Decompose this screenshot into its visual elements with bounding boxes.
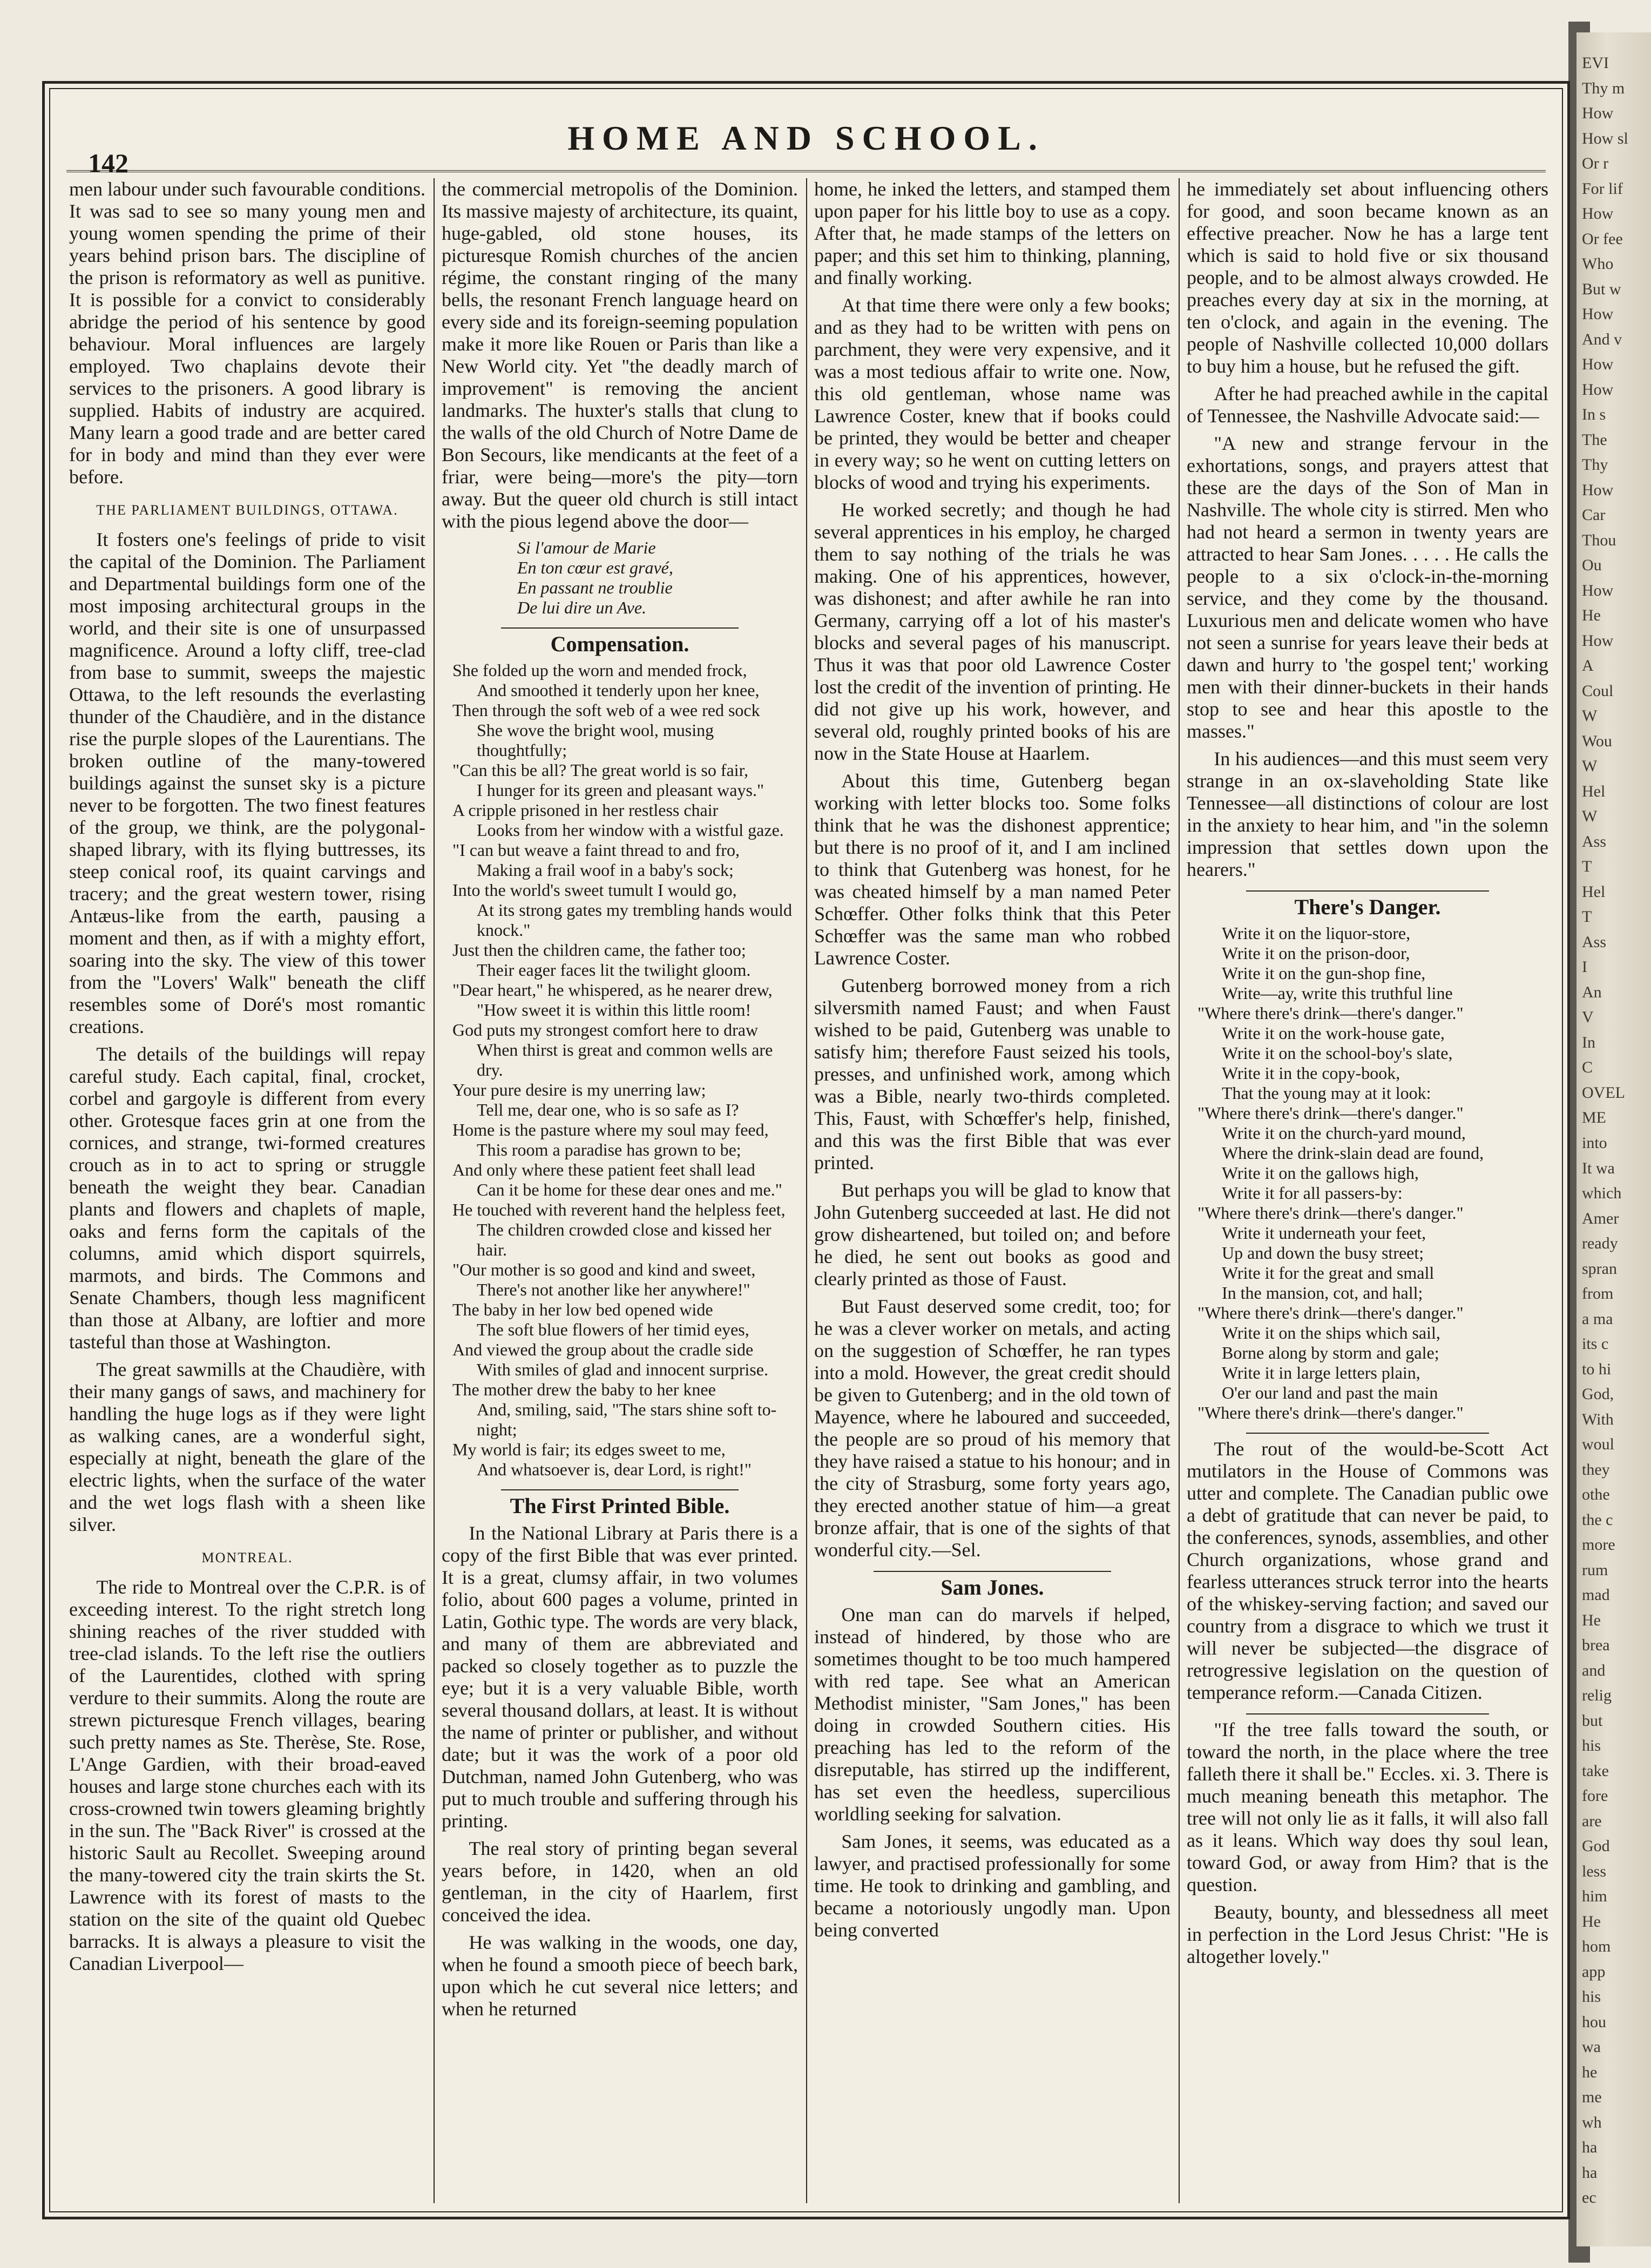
- column-rule: [434, 178, 435, 2203]
- adjacent-page-fragment: [1576, 32, 1651, 2246]
- fragment-text: Wou: [1582, 732, 1612, 750]
- verse-line: Making a frail woof in a baby's sock;: [477, 860, 734, 880]
- fragment-text: brea: [1582, 1636, 1610, 1655]
- verse-line: The mother drew the baby to her knee: [452, 1380, 716, 1399]
- paragraph: One man can do marvels if helped, instead of hindered, by those who are sometimes thought to be too much hampered with red tape. See what an American Methodist minister, "Sam Jones," has been doing in crowded Southern cities. His preaching has led to the reform of the disreputable, has stirred up the indifferent, has set even the heedless, supercilious worldling seeking for salvation.: [814, 1604, 1170, 1825]
- fragment-text: W: [1582, 807, 1598, 826]
- fragment-text: ha: [1582, 2163, 1598, 2182]
- fragment-text: into: [1582, 1134, 1607, 1152]
- fragment-text: How: [1582, 380, 1614, 399]
- fragment-text: A: [1582, 657, 1594, 675]
- fragment-text: othe: [1582, 1486, 1610, 1504]
- fragment-text: Who: [1582, 255, 1614, 273]
- verse-line: Tell me, dear one, who is so safe as I?: [477, 1100, 739, 1119]
- fragment-text: ec: [1582, 2189, 1596, 2207]
- fragment-text: a ma: [1582, 1310, 1613, 1328]
- fragment-text: me: [1582, 2088, 1602, 2107]
- section-divider: [1246, 890, 1489, 892]
- verse-line: And viewed the group about the cradle side: [452, 1340, 754, 1359]
- verse-line: He touched with reverent hand the helpless feet,: [452, 1200, 786, 1219]
- verse-line: Write it on the prison-door,: [1222, 943, 1410, 963]
- verse-line: Write it in large letters plain,: [1222, 1363, 1420, 1382]
- verse-line: Your pure desire is my unerring law;: [452, 1080, 706, 1099]
- verse-line: Write it on the work-house gate,: [1222, 1023, 1445, 1043]
- fragment-text: V: [1582, 1008, 1594, 1027]
- paragraph: He was walking in the woods, one day, when he found a smooth piece of beech bark, upon which he cut several nice letters; and when he returned: [442, 1932, 798, 2020]
- section-heading-montreal: MONTREAL.: [201, 1550, 293, 1565]
- verse-line: "Dear heart," he whispered, as he nearer drew,: [452, 980, 773, 1000]
- fragment-text: In: [1582, 1033, 1595, 1051]
- fragment-text: T: [1582, 908, 1592, 926]
- verse-line: My world is fair; its edges sweet to me,: [452, 1440, 726, 1459]
- poem-compensation: [442, 660, 798, 1480]
- fragment-text: he: [1582, 2063, 1598, 2081]
- verse-line: Si l'amour de Marie: [517, 538, 656, 557]
- verse-line: When thirst is great and common wells are dry.: [477, 1040, 773, 1079]
- fragment-text: are: [1582, 1812, 1602, 1830]
- verse-line: The soft blue flowers of her timid eyes,: [477, 1320, 749, 1339]
- fragment-text: they: [1582, 1460, 1610, 1479]
- fragment-text: ME: [1582, 1109, 1606, 1127]
- verse-line: "Can this be all? The great world is so fair,: [452, 760, 748, 780]
- fragment-text: How: [1582, 305, 1614, 323]
- fragment-text: hou: [1582, 2013, 1606, 2031]
- verse-line: En ton cœur est gravé,: [517, 558, 673, 577]
- paragraph: Gutenberg borrowed money from a rich silversmith named Faust; and when Faust wished to be paid, Gutenberg was unable to satisfy him; therefore Faust seized his tools, presses, and unfinished work, among which was a Bible, nearly two-thirds completed. This, Faust, with Schœffer's help, finished, and this was the first Bible that was ever printed.: [814, 975, 1170, 1173]
- fragment-text: How: [1582, 104, 1614, 123]
- verse-line: I hunger for its green and pleasant ways.": [477, 780, 764, 800]
- verse-line: Into the world's sweet tumult I would go,: [452, 880, 737, 900]
- verse-line: "I can but weave a faint thread to and fro,: [452, 840, 740, 860]
- newspaper-page: [42, 81, 1570, 2219]
- fragment-text: Amer: [1582, 1209, 1619, 1227]
- verse-line: "Our mother is so good and kind and sweet,: [452, 1260, 756, 1279]
- section-divider: [501, 627, 739, 629]
- paragraph: The details of the buildings will repay careful study. Each capital, final, crocket, corbel and gargoyle is different from every other. Grotesque faces grin at one from the cornices, and strange, twi-formed creatures crouch as in to act to spring or struggle beneath the weight they bear. Canadian plants and flowers and chaplets of maple, oaks and ferns form the capitals of the columns, amid which disport squirrels, marmots, and birds. The Commons and Senate Chambers, though less magnificent than those at Albany, are loftier and more tasteful than those at Washington.: [69, 1043, 425, 1353]
- fragment-text: Thy m: [1582, 79, 1625, 97]
- paragraph: The rout of the would-be-Scott Act mutilators in the House of Commons was utter and complete. The Canadian public owe a debt of gratitude that can never be paid, to the conferences, synods, assemblies, and other Church organizations, whose grand and fearless utterances struck terror into the hearts of the whiskey-serving faction; and saved our country from a disgrace to which we trust it will never be subjected—the disgrace of retrogressive legislation on the question of temperance reform.—Canada Citizen.: [1187, 1438, 1548, 1703]
- columns: [69, 178, 1548, 2203]
- verse-line: Write it on the gallows high,: [1222, 1163, 1419, 1183]
- paragraph: Sam Jones, it seems, was educated as a lawyer, and practised professionally for some time. He took to drinking and gambling, and became a notoriously ungodly man. Upon being converted: [814, 1831, 1170, 1941]
- verse-line: Write it in the copy-book,: [1222, 1063, 1400, 1083]
- paragraph: But Faust deserved some credit, too; for he was a clever worker on metals, and acting on the suggestion of Schœffer, he ran types into a mold. However, the great credit should be given to Gutenberg; and in the old town of Mayence, where he laboured and succeeded, the people are so proud of his memory that they have raised a statue to his honour; and in the city of Strasburg, some forty years ago, they erected another statue of him—a great bronze affair, that is one of the sights of that wonderful city.—Sel.: [814, 1295, 1170, 1561]
- paragraph: men labour under such favourable conditions. It was sad to see so many young men and young women spending the prime of their years behind prison bars. The discipline of the prison is reformatory as well as punitive. It is possible for a convict to considerably abridge the period of his sentence by good behaviour. Moral influences are largely employed. Two chaplains devote their services to the prisoners. A good library is supplied. Habits of industry are acquired. Many learn a good trade and are better cared for in body and mind than they ever were before.: [69, 178, 425, 488]
- verse-line: This room a paradise has grown to be;: [477, 1140, 741, 1159]
- fragment-text: How: [1582, 205, 1614, 223]
- verse-line: Write—ay, write this truthful line: [1222, 983, 1453, 1003]
- fragment-text: How sl: [1582, 129, 1628, 147]
- masthead: HOME AND SCHOOL.: [567, 119, 1045, 157]
- verse-line: Write it on the school-boy's slate,: [1222, 1043, 1453, 1063]
- verse-line: She folded up the worn and mended frock,: [452, 660, 747, 680]
- verse-line: "Where there's drink—there's danger.": [1197, 1003, 1464, 1023]
- fragment-text: God: [1582, 1837, 1610, 1855]
- fragment-text: An: [1582, 983, 1602, 1001]
- fragment-text: the c: [1582, 1510, 1613, 1529]
- column-4: [1187, 178, 1548, 2203]
- fragment-text: Hel: [1582, 782, 1606, 800]
- verse-line: Home is the pasture where my soul may feed,: [452, 1120, 769, 1139]
- fragment-text: Ou: [1582, 556, 1602, 575]
- fragment-text: wh: [1582, 2113, 1602, 2131]
- paragraph: About this time, Gutenberg began working with letter blocks too. Some folks think that he was the dishonest apprentice; but there is no proof of it, and I am inclined to think that Gutenberg was honest, for he was cheated himself by a man named Peter Schœffer. Other folks think that this Peter Schœffer was the same man who robbed Lawrence Coster.: [814, 770, 1170, 969]
- verse-line: "Where there's drink—there's danger.": [1197, 1203, 1464, 1223]
- poem-title-compensation: Compensation.: [550, 632, 689, 656]
- fragment-text: to hi: [1582, 1360, 1612, 1378]
- verse-line: That the young may at it look:: [1222, 1083, 1431, 1103]
- fragment-text: How: [1582, 581, 1614, 599]
- fragment-text: rum: [1582, 1561, 1608, 1579]
- verse-line: Their eager faces lit the twilight gloom.: [477, 960, 751, 980]
- fragment-text: ready: [1582, 1234, 1618, 1253]
- fragment-text: Thou: [1582, 531, 1616, 549]
- verse-line: A cripple prisoned in her restless chair: [452, 800, 719, 820]
- verse-line: Write it on the ships which sail,: [1222, 1323, 1440, 1342]
- verse-line: "How sweet it is within this little room!: [477, 1000, 752, 1020]
- fragment-text: Ass: [1582, 933, 1607, 951]
- fragment-text: The: [1582, 430, 1607, 449]
- paragraph: After he had preached awhile in the capital of Tennessee, the Nashville Advocate said:—: [1187, 383, 1548, 427]
- section-divider: [874, 1571, 1111, 1572]
- verse-line: In the mansion, cot, and hall;: [1222, 1283, 1423, 1302]
- article-title-bible: The First Printed Bible.: [510, 1494, 730, 1518]
- fragment-text: God,: [1582, 1385, 1614, 1403]
- fragment-text: Coul: [1582, 681, 1614, 700]
- column-rule: [806, 178, 807, 2203]
- paragraph: In the National Library at Paris there is a copy of the first Bible that was ever printed. It is a great, clumsy affair, in two volumes folio, about 600 pages a volume, printed in Latin, Gothic type. The words are very black, and many of them are abbreviated and packed so closely together as to puzzle the eye; but it is a very valuable Bible, worth several thousand dollars, at least. It is without the name of printer or publisher, and without date; but it was the work of a poor old Dutchman, named John Gutenberg, who was put to much trouble and suffering through his printing.: [442, 1522, 798, 1832]
- fragment-text: But w: [1582, 280, 1621, 298]
- fragment-text: less: [1582, 1862, 1606, 1880]
- verse-line: Looks from her window with a wistful gaze.: [477, 820, 784, 840]
- verse-line: Write it on the gun-shop fine,: [1222, 963, 1426, 983]
- verse-line: And, smiling, said, "The stars shine soft to-night;: [477, 1400, 777, 1439]
- poem-title-danger: There's Danger.: [1294, 895, 1441, 919]
- column-rule: [1179, 178, 1180, 2203]
- poem-danger: [1187, 923, 1548, 1423]
- verse-line: Just then the children came, the father too;: [452, 940, 746, 960]
- paragraph: the commercial metropolis of the Dominion. Its massive majesty of architecture, its quaint, huge-gabled, old stone houses, its picturesque Romish churches of the ancien régime, the constant ringing of the many bells, the resonant French language heard on every side and its foreign-seeming population make it more like Rouen or Paris than like a New World city. Yet "the deadly march of improvement" is removing the ancient landmarks. The huxter's stalls that clung to the walls of the old Church of Notre Dame de Bon Secours, like mendicants at the feet of a friar, were being—more's the pity—torn away. But the queer old church is still intact with the pious legend above the door—: [442, 178, 798, 532]
- fragment-text: Or fee: [1582, 230, 1623, 248]
- fragment-text: Hel: [1582, 882, 1606, 901]
- fragment-text: him: [1582, 1887, 1607, 1906]
- paragraph: "If the tree falls toward the south, or toward the north, in the place where the tree falleth there it shall be." Eccles. xi. 3. There is much meaning beneath this metaphor. The tree will not only lie as it falls, it will also fall as it leans. Which way does thy soul lean, toward God, or away from Him? that is the question.: [1187, 1719, 1548, 1895]
- verse-line: "Where there's drink—there's danger.": [1197, 1403, 1464, 1422]
- fragment-text: relig: [1582, 1686, 1612, 1705]
- verse-line: The children crowded close and kissed her hair.: [477, 1220, 772, 1259]
- fragment-text: his: [1582, 1737, 1601, 1755]
- fragment-text: I: [1582, 958, 1587, 976]
- column-1: [69, 178, 425, 2203]
- verse-line: There's not another like her anywhere!": [477, 1280, 750, 1299]
- fragment-text: from: [1582, 1285, 1614, 1303]
- page-number: 142: [88, 148, 128, 178]
- fragment-text: T: [1582, 858, 1592, 876]
- fragment-text: Thy: [1582, 456, 1608, 474]
- fragment-text: It wa: [1582, 1159, 1615, 1177]
- fragment-text: his: [1582, 1988, 1601, 2006]
- verse-line: O'er our land and past the main: [1222, 1383, 1438, 1402]
- fragment-text: fore: [1582, 1787, 1608, 1805]
- section-heading-parliament: THE PARLIAMENT BUILDINGS, OTTAWA.: [96, 502, 398, 518]
- fragment-text: He: [1582, 1611, 1601, 1629]
- fragment-text: And v: [1582, 330, 1622, 348]
- fragment-text: but: [1582, 1711, 1603, 1730]
- fragment-text: woul: [1582, 1435, 1614, 1454]
- fragment-text: Or r: [1582, 154, 1609, 173]
- fragment-text: W: [1582, 757, 1598, 775]
- fragment-text: Car: [1582, 506, 1606, 524]
- fragment-text: app: [1582, 1962, 1606, 1981]
- paragraph: He worked secretly; and though he had several apprentices in his employ, he charged them to say nothing of the trials he was making. One of his apprentices, however, was dishonest; and after awhile he ran into Germany, carrying off a lot of his master's blocks and several pages of his manuscript. Thus it was that poor old Lawrence Coster lost the credit of the invention of printing. He did not give up his work, however, and several old, roughly printed books of his are now in the State House at Haarlem.: [814, 499, 1170, 764]
- fragment-text: more: [1582, 1536, 1615, 1554]
- fragment-text: OVEL: [1582, 1083, 1625, 1102]
- fragment-text: ha: [1582, 2138, 1598, 2157]
- paragraph: It fosters one's feelings of pride to visit the capital of the Dominion. The Parliament and Departmental buildings form one of the most imposing architectural groups in the world, and their site is one of unsurpassed magnificence. Around a lofty cliff, tree-clad from base to summit, sweeps the majestic Ottawa, to the left resounds the everlasting thunder of the Chaudière, and in the distance rise the purple slopes of the Laurentians. The broken outline of the many-towered buildings against the sunset sky is a picture never to be forgotten. The two finest features of the group, we think, are the polygonal-shaped library, with its flying buttresses, its steep conical roof, its quaint carvings and tracery; and the great western tower, rising Antæus-like from the earth, pausing a moment and then, as if with a mighty effort, soaring into the sky. The view of this tower from the "Lovers' Walk" beneath the cliff resembles some of Doré's most romantic creations.: [69, 529, 425, 1037]
- verse-line: "Where there's drink—there's danger.": [1197, 1303, 1464, 1322]
- paragraph: The ride to Montreal over the C.P.R. is of exceeding interest. To the right stretch long shining reaches of the river studded with tree-clad islands. To the left rise the outliers of the Laurentides, clothed with spring verdure to their summits. Along the route are strewn picturesque French villages, bearing such pretty names as Ste. Therèse, Ste. Rose, L'Ange Gardien, with their broad-eaved houses and large stone churches each with its cross-crowned twin towers gleaming brightly in the sun. The "Back River" is crossed at the historic Sault au Recollet. Sweeping around the many-towered city the train skirts the St. Lawrence with its forest of masts to the station on the site of the quaint old Quebec barracks. It is always a pleasure to visit the Canadian Liverpool—: [69, 1576, 425, 1974]
- fragment-text: spran: [1582, 1259, 1617, 1278]
- column-2: [442, 178, 798, 2203]
- paragraph: "A new and strange fervour in the exhortations, songs, and prayers attest that these are the days of the Son of Man in Nashville. The whole city is stirred. Men who had not heard a sermon in twenty years are attracted to hear Sam Jones. . . . . He calls the people to a six o'clock-in-the-morning service, and they come by the thousand. Luxurious men and delicate women who have not seen a sunrise for years leave their beds at dawn and hurry to 'the gospel tent;' working men with their dinner-buckets in their hands stop to see and hear this apostle to the masses.": [1187, 433, 1548, 742]
- verse-line: And whatsoever is, dear Lord, is right!": [477, 1460, 752, 1479]
- paragraph: Beauty, bounty, and blessedness all meet in perfection in the Lord Jesus Christ: "He is altogether lovely.": [1187, 1901, 1548, 1967]
- section-divider: [1246, 1433, 1489, 1434]
- paragraph: At that time there were only a few books; and as they had to be written with pens on parchment, they were very expensive, and it was a most tedious affair to write one. Now, this old gentleman, whose name was Lawrence Coster, knew that if books could be printed, they would be better and cheaper in every way; so he went on cutting letters on blocks of wood and trying his experiments.: [814, 294, 1170, 493]
- fragment-text: He: [1582, 1912, 1601, 1931]
- verse-line: At its strong gates my trembling hands would knock.": [477, 900, 792, 940]
- column-3: [814, 178, 1170, 2203]
- fragment-text: How: [1582, 631, 1614, 650]
- fragment-text: C: [1582, 1058, 1593, 1077]
- fragment-text: He: [1582, 606, 1601, 625]
- fragment-text: and: [1582, 1661, 1606, 1679]
- paragraph: he immediately set about influencing others for good, and soon became known as an effective preacher. Now he has a large tent which is said to hold five or six thousand people, and to be almost always crowded. He preaches every day at six in the morning, at ten o'clock, and again in the evening. The people of Nashville collected 10,000 dollars to buy him a house, but he refused the gift.: [1187, 178, 1548, 377]
- verse-line: With smiles of glad and innocent surprise.: [477, 1360, 768, 1379]
- verse-line: "Where there's drink—there's danger.": [1197, 1103, 1464, 1123]
- fragment-text: With: [1582, 1410, 1614, 1428]
- fragment-text: EVI: [1582, 54, 1609, 72]
- verse-line: The baby in her low bed opened wide: [452, 1300, 713, 1319]
- paragraph: home, he inked the letters, and stamped them upon paper for his little boy to use as a copy. After that, he made stamps of the letters on paper; and this set him to thinking, planning, and finally working.: [814, 178, 1170, 288]
- page-header: [66, 105, 1546, 178]
- section-divider: [1246, 1713, 1489, 1714]
- fragment-text: hom: [1582, 1938, 1611, 1956]
- fragment-text: In s: [1582, 406, 1606, 424]
- fragment-text: its c: [1582, 1335, 1609, 1353]
- verse-line: Write it on the liquor-store,: [1222, 923, 1411, 943]
- paragraph: In his audiences—and this must seem very strange in an ox-slaveholding State like Tennessee—all distinctions of colour are lost in the anxiety to hear him, and "in the solemn impression that settles down upon the hearers.": [1187, 748, 1548, 880]
- paragraph: But perhaps you will be glad to know that John Gutenberg succeeded at last. He did not grow disheartened, but toiled on; and before he died, he sent out books as good and clearly printed as those of Faust.: [814, 1179, 1170, 1290]
- verse-line: Where the drink-slain dead are found,: [1222, 1143, 1484, 1163]
- verse-line: Then through the soft web of a wee red sock: [452, 700, 760, 720]
- paragraph: The real story of printing began several years before, in 1420, when an old gentleman, in the city of Haarlem, first conceived the idea.: [442, 1838, 798, 1926]
- fragment-text: mad: [1582, 1586, 1610, 1604]
- french-legend: [442, 538, 798, 618]
- verse-line: Up and down the busy street;: [1222, 1243, 1424, 1263]
- verse-line: Borne along by storm and gale;: [1222, 1343, 1439, 1362]
- fragment-text: wa: [1582, 2038, 1601, 2056]
- fragment-text: For lif: [1582, 179, 1623, 198]
- verse-line: Write it on the church-yard mound,: [1222, 1123, 1466, 1143]
- verse-line: God puts my strongest comfort here to draw: [452, 1020, 759, 1040]
- fragment-text: take: [1582, 1761, 1609, 1780]
- article-title-sam-jones: Sam Jones.: [940, 1575, 1044, 1599]
- verse-line: Write it for all passers-by:: [1222, 1183, 1403, 1203]
- fragment-text: Ass: [1582, 832, 1607, 850]
- verse-line: De lui dire un Ave.: [517, 598, 647, 617]
- verse-line: And smoothed it tenderly upon her knee,: [477, 680, 760, 700]
- verse-line: And only where these patient feet shall lead: [452, 1160, 755, 1179]
- fragment-text: How: [1582, 355, 1614, 374]
- verse-line: Write it for the great and small: [1222, 1263, 1435, 1282]
- verse-line: Write it underneath your feet,: [1222, 1223, 1426, 1243]
- fragment-text: W: [1582, 707, 1598, 725]
- fragment-text: which: [1582, 1184, 1622, 1203]
- verse-line: En passant ne troublie: [517, 578, 673, 597]
- paragraph: The great sawmills at the Chaudière, with their many gangs of saws, and machinery for handling the huge logs as if they were light as walking canes, are a wonderful sight, especially at night, beneath the glare of the electric lights, when the surface of the water and the wet logs flash with a sheen like silver.: [69, 1359, 425, 1535]
- fragment-text: How: [1582, 481, 1614, 499]
- section-divider: [501, 1489, 739, 1490]
- verse-line: She wove the bright wool, musing thoughtfully;: [477, 720, 714, 760]
- verse-line: Can it be home for these dear ones and me.": [477, 1180, 782, 1199]
